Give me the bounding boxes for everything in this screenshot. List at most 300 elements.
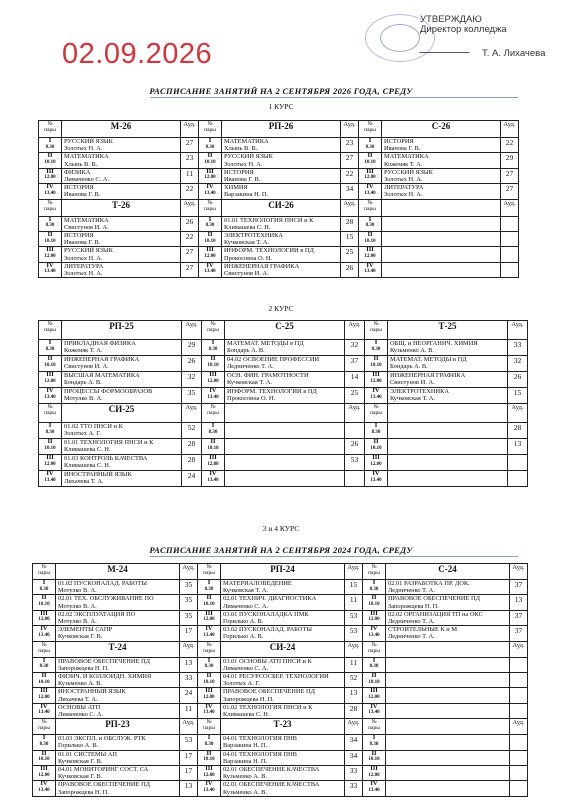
subject-name: 02.02 ЭКСПЛУАТАЦИЯ ПО (58, 610, 136, 618)
group-name: М-26 (62, 121, 181, 138)
period-cell (359, 138, 382, 153)
period-column-header (39, 199, 62, 216)
period-cell (33, 781, 56, 796)
subject-cell (56, 750, 180, 765)
period-cell (33, 595, 56, 610)
room-number: 32 (508, 356, 528, 372)
room-number: 22 (181, 232, 199, 247)
period-cell (363, 673, 386, 688)
period-number: IV (372, 470, 380, 477)
pary-label: пары (44, 127, 56, 133)
period-time: 8.30 (205, 223, 215, 229)
period-time: 10.10 (370, 362, 382, 368)
period-cell (39, 216, 62, 231)
period-time: 10.10 (370, 445, 382, 451)
room-number: 24 (180, 688, 198, 703)
room-number: 33 (180, 673, 198, 688)
period-time: 12.00 (203, 617, 215, 623)
group-name: Т-26 (62, 199, 181, 216)
room-number: 53 (345, 455, 365, 471)
subject-name: 01.02 ТТО ПНСИ и К (64, 423, 123, 430)
room-number: 13 (508, 439, 528, 455)
period-time: 10.10 (38, 757, 50, 763)
room-number: 13 (345, 688, 363, 703)
period-column-header (33, 641, 56, 657)
subject-name: 03.01 ОСНОВЫ АТП ПНСИ и К (223, 657, 312, 665)
period-number: III (209, 371, 217, 378)
room-number (508, 455, 528, 471)
room-column-header: Ауд. (345, 719, 363, 735)
period-time: 13.40 (203, 710, 215, 716)
teacher-name: Климашева С. Н. (224, 223, 271, 231)
period-cell (39, 153, 62, 168)
period-number: I (208, 137, 212, 144)
group-name (382, 199, 501, 216)
subject-name: ПРАВОВОЕ ОБЕСПЕЧЕНИЕ ПД (58, 781, 150, 789)
group-name: СИ-25 (62, 404, 182, 423)
period-number: III (366, 168, 374, 175)
period-time: 10.10 (368, 601, 380, 607)
room-number (510, 781, 528, 796)
period-number: III (370, 610, 378, 617)
period-time: 10.10 (38, 601, 50, 607)
room-number: 13 (180, 657, 198, 672)
teacher-name: Климашева С. Н. (223, 711, 270, 719)
period-time: 13.40 (203, 632, 215, 638)
room-number: 35 (180, 610, 198, 625)
subject-cell (62, 388, 182, 404)
period-number: II (41, 750, 47, 757)
period-number: II (47, 438, 53, 445)
period-number: II (210, 438, 216, 445)
period-time: 13.40 (368, 632, 380, 638)
subject-name: 03.01 ПУСКОНАЛАДКА ПМК (223, 610, 309, 618)
period-cell (39, 423, 62, 439)
period-number: IV (206, 262, 214, 269)
period-time: 12.00 (370, 378, 382, 384)
room-column-header: Ауд. (345, 404, 365, 423)
subject-cell (386, 750, 510, 765)
table-row (33, 766, 528, 781)
room-number: 32 (182, 372, 202, 388)
room-number: 27 (341, 153, 359, 168)
subject-name: ИНФОРМ. ТЕХНОЛОГИИ в ПД (224, 247, 314, 255)
subject-cell (382, 138, 501, 153)
period-time: 8.30 (39, 586, 49, 592)
period-number: IV (205, 780, 213, 788)
subject-name: СТРОИТЕЛЬНЫЕ К и М (388, 626, 458, 634)
subject-name: ИНОСТРАННЫЙ ЯЗЫК (64, 471, 132, 478)
period-number: IV (209, 470, 217, 477)
subject-cell (388, 388, 508, 404)
period-cell (363, 657, 386, 672)
period-number: II (367, 152, 373, 160)
teacher-name: Климашева С. Н. (64, 446, 111, 454)
teacher-name: Горилько А. В. (58, 742, 99, 750)
subject-cell (388, 455, 508, 471)
period-number: IV (206, 183, 214, 191)
room-number (508, 471, 528, 487)
group-name (388, 404, 508, 423)
period-column-header (202, 321, 225, 340)
subject-cell (386, 688, 510, 703)
period-number: IV (370, 625, 378, 633)
subject-name: РУССКИЙ ЯЗЫК (64, 247, 113, 255)
teacher-name: Кузьменко А. В. (390, 347, 434, 355)
period-cell (198, 673, 221, 688)
table-row (39, 138, 519, 153)
pary-label: пары (368, 647, 380, 654)
subject-cell (225, 423, 345, 439)
subject-cell (56, 595, 180, 610)
period-cell (198, 580, 221, 595)
period-time: 12.00 (203, 694, 215, 700)
subject-name: ИНФОРМ. ТЕХНОЛОГИИ в ПД (227, 388, 317, 395)
pary-label: пары (207, 410, 219, 416)
room-number: 15 (345, 580, 363, 595)
course2-schedule-table (38, 320, 528, 487)
teacher-name: Хлынь В. В. (224, 145, 258, 153)
table-row (33, 688, 528, 703)
period-number: IV (205, 625, 213, 633)
period-time: 8.30 (45, 144, 55, 150)
num-label: № (371, 719, 377, 726)
period-time: 8.30 (365, 223, 375, 229)
period-number: IV (46, 387, 54, 394)
period-time: 8.30 (365, 144, 375, 150)
period-number: IV (366, 183, 374, 191)
table-row (39, 184, 519, 199)
period-number: II (373, 355, 379, 362)
period-number: II (206, 594, 212, 602)
room-number: 27 (501, 168, 519, 183)
period-cell (39, 388, 62, 404)
period-number: II (206, 750, 212, 757)
room-column-header: Ауд. (501, 199, 519, 216)
period-time: 8.30 (204, 586, 214, 592)
teacher-name: Свистунов И. А. (224, 270, 269, 278)
period-time: 10.10 (207, 445, 219, 451)
period-cell (198, 626, 221, 641)
period-column-header (363, 641, 386, 657)
teacher-name: Иванова Г. В. (384, 145, 421, 153)
period-cell (39, 471, 62, 487)
period-number: II (371, 750, 377, 757)
teacher-name: Кожемяк Т. А. (64, 347, 103, 355)
subject-cell (386, 703, 510, 718)
subject-cell (382, 184, 501, 199)
room-number (501, 232, 519, 247)
period-time: 10.10 (203, 679, 215, 685)
group-name: С-26 (382, 121, 501, 138)
period-time: 12.00 (364, 175, 376, 181)
period-cell (199, 138, 222, 153)
subject-name: 03.02 ПУСКОНАЛАД. РАБОТЫ (223, 626, 312, 634)
room-number (501, 262, 519, 277)
period-cell (365, 455, 388, 471)
period-time: 8.30 (369, 664, 379, 670)
subject-cell (386, 595, 510, 610)
subject-cell (56, 610, 180, 625)
period-number: II (207, 231, 213, 239)
subject-cell (225, 340, 345, 356)
period-number: II (367, 231, 373, 239)
room-column-header: Ауд. (180, 564, 198, 580)
subject-cell (382, 216, 501, 231)
period-time: 10.10 (204, 238, 216, 244)
period-number: I (48, 137, 52, 144)
pary-label: пары (203, 725, 215, 732)
subject-cell (222, 232, 341, 247)
room-number: 33 (345, 766, 363, 781)
room-number: 17 (180, 626, 198, 641)
subject-cell (56, 657, 180, 672)
subject-cell (221, 580, 345, 595)
room-column-header: Ауд. (510, 641, 528, 657)
period-column-header (39, 121, 62, 138)
period-number: I (208, 216, 212, 223)
period-number: III (40, 610, 48, 617)
period-column-header (365, 404, 388, 423)
teacher-name: Иванова Г. В. (224, 176, 261, 184)
period-number: I (42, 657, 46, 664)
subject-cell (386, 580, 510, 595)
pary-label: пары (368, 725, 380, 732)
subject-cell (222, 138, 341, 153)
subject-name: ПРАВОВОЕ ОБЕСПЕЧЕНИЕ ПД (223, 688, 315, 696)
period-cell (202, 439, 225, 455)
subject-cell (62, 247, 181, 262)
period-cell (39, 138, 62, 153)
period-column-header (365, 321, 388, 340)
period-number: III (370, 687, 378, 695)
room-number: 32 (345, 340, 365, 356)
teacher-name: Лимаченко С. А. (223, 602, 269, 610)
table-row (39, 247, 519, 262)
subject-name: ИНОСТРАННЫЙ ЯЗЫК (58, 688, 126, 696)
room-number: 53 (345, 626, 363, 641)
room-number: 34 (345, 750, 363, 765)
room-number: 27 (181, 247, 199, 262)
subject-cell (386, 657, 510, 672)
period-number: II (373, 438, 379, 445)
subject-name: 02.01 ОБЕСПЕЧЕНИЕ КАЧЕСТВА (223, 781, 320, 789)
table-row (33, 610, 528, 625)
room-number: 37 (510, 626, 528, 641)
period-cell (33, 673, 56, 688)
teacher-name: Золотых Н. А. (64, 254, 103, 262)
period-cell (198, 688, 221, 703)
period-cell (199, 168, 222, 183)
room-number: 25 (345, 388, 365, 404)
period-cell (359, 153, 382, 168)
period-number: I (48, 216, 52, 223)
period-time: 12.00 (207, 378, 219, 384)
group-name (386, 641, 510, 657)
period-column-header (39, 321, 62, 340)
room-number: 37 (510, 580, 528, 595)
period-cell (202, 471, 225, 487)
subject-name: ИНЖЕНЕРНАЯ ГРАФИКА (224, 262, 300, 270)
period-number: III (206, 246, 214, 254)
room-number: 11 (345, 657, 363, 672)
period-time: 13.40 (44, 269, 56, 275)
period-time: 10.10 (38, 679, 50, 685)
subject-name: РУССКИЙ ЯЗЫК (384, 168, 433, 176)
period-cell (33, 750, 56, 765)
period-cell (33, 610, 56, 625)
period-number: II (371, 672, 377, 680)
subject-name: 01.03 КОНТРОЛЬ КАЧЕСТВА (64, 455, 148, 462)
period-cell (365, 388, 388, 404)
subject-name: ХИМИЯ (224, 184, 248, 192)
subject-name: МАТЕМАТ. МЕТОДЫ в ПД (227, 340, 304, 347)
subject-cell (225, 471, 345, 487)
period-column-header (363, 564, 386, 580)
period-cell (363, 688, 386, 703)
table-row (33, 750, 528, 765)
subject-cell (56, 735, 180, 750)
period-time: 10.10 (204, 159, 216, 165)
period-cell (363, 750, 386, 765)
approval-position: Директор колледжа (420, 24, 507, 35)
period-time: 8.30 (204, 741, 214, 747)
period-cell (198, 657, 221, 672)
room-column-header: Ауд. (501, 121, 519, 138)
subject-cell (382, 168, 501, 183)
teacher-name: Лихачева Т. А. (64, 478, 104, 486)
room-number (510, 673, 528, 688)
period-number: I (207, 657, 211, 664)
schedule-date: 02.09.2026 (62, 38, 213, 70)
period-number: II (47, 355, 53, 362)
period-cell (359, 247, 382, 262)
room-number (345, 423, 365, 439)
period-number: III (206, 168, 214, 175)
subject-cell (62, 423, 182, 439)
period-time: 8.30 (371, 346, 381, 352)
period-cell (202, 340, 225, 356)
subject-cell (225, 388, 345, 404)
room-column-header: Ауд. (182, 404, 202, 423)
period-cell (365, 439, 388, 455)
period-number: II (41, 672, 47, 680)
room-number: 22 (501, 138, 519, 153)
subject-cell (386, 781, 510, 796)
period-time: 12.00 (44, 378, 56, 384)
subject-cell (225, 372, 345, 388)
period-number: IV (209, 387, 217, 394)
director-signature (419, 38, 474, 53)
room-number (510, 735, 528, 750)
period-time: 13.40 (203, 787, 215, 793)
subject-cell (382, 262, 501, 277)
num-label: № (371, 564, 377, 570)
period-cell (33, 626, 56, 641)
teacher-name: Хлынь В. В. (64, 160, 98, 168)
period-time: 10.10 (368, 679, 380, 685)
subject-cell (388, 439, 508, 455)
period-column-header (359, 121, 382, 138)
subject-name: МАТЕРИАЛОВЕДЕНИЕ (223, 580, 292, 587)
teacher-name: Золотых Н. А. (64, 145, 103, 153)
room-number: 53 (345, 610, 363, 625)
subject-name: 02.01 РАЗРАБОТКА ПР. ДОК. (388, 580, 470, 587)
room-number: 26 (181, 216, 199, 231)
subject-name: ИНЖЕНЕРНАЯ ГРАФИКА (390, 372, 466, 379)
group-name: М-24 (56, 564, 180, 580)
period-time: 12.00 (44, 175, 56, 181)
period-time: 13.40 (38, 710, 50, 716)
period-time: 8.30 (204, 664, 214, 670)
period-number: III (366, 246, 374, 254)
period-time: 13.40 (207, 394, 219, 400)
teacher-name: Варзакина Н. П. (223, 742, 268, 750)
period-number: III (46, 246, 54, 254)
period-number: III (205, 687, 213, 695)
period-time: 13.40 (38, 787, 50, 793)
period-time: 13.40 (204, 190, 216, 196)
room-number: 35 (182, 388, 202, 404)
room-number: 34 (341, 184, 359, 199)
pary-label: пары (44, 410, 56, 416)
period-time: 12.00 (370, 461, 382, 467)
room-number (345, 471, 365, 487)
subject-cell (62, 216, 181, 231)
num-label: № (47, 321, 53, 327)
subject-cell (221, 703, 345, 718)
num-label: № (207, 199, 213, 206)
period-time: 12.00 (368, 617, 380, 623)
period-time: 8.30 (208, 429, 218, 435)
subject-name: 01.01 СИСТЕМЫ АП (58, 750, 118, 758)
room-column-header: Ауд. (508, 321, 528, 340)
num-label: № (367, 199, 373, 206)
period-number: IV (46, 183, 54, 191)
subject-cell (62, 372, 182, 388)
room-number: 14 (345, 372, 365, 388)
subject-name: ИСТОРИЯ (384, 138, 414, 145)
room-number (510, 750, 528, 765)
subject-name: ВЫСШАЯ МАТЕМАТИКА (64, 372, 140, 379)
subject-cell (225, 455, 345, 471)
room-number (510, 703, 528, 718)
num-label: № (373, 404, 379, 410)
subject-name: ЭЛЕКТРОТЕХНИКА (390, 388, 449, 395)
period-number: I (42, 734, 46, 742)
subject-cell (388, 471, 508, 487)
period-cell (39, 232, 62, 247)
period-number: I (211, 339, 215, 346)
room-number: 29 (501, 153, 519, 168)
teacher-name: Лимаченко С. А. (223, 664, 269, 672)
period-time: 13.40 (44, 190, 56, 196)
subject-cell (386, 610, 510, 625)
period-time: 8.30 (39, 741, 49, 747)
period-cell (39, 168, 62, 183)
period-cell (359, 216, 382, 231)
period-number: III (370, 765, 378, 773)
table-row (33, 673, 528, 688)
period-time: 10.10 (44, 362, 56, 368)
room-number: 22 (341, 168, 359, 183)
teacher-name: Золотых Н. А. (224, 160, 263, 168)
period-column-header (199, 121, 222, 138)
pary-label: пары (204, 127, 216, 133)
period-time: 8.30 (45, 223, 55, 229)
num-label: № (47, 199, 53, 206)
room-column-header: Ауд. (181, 199, 199, 216)
